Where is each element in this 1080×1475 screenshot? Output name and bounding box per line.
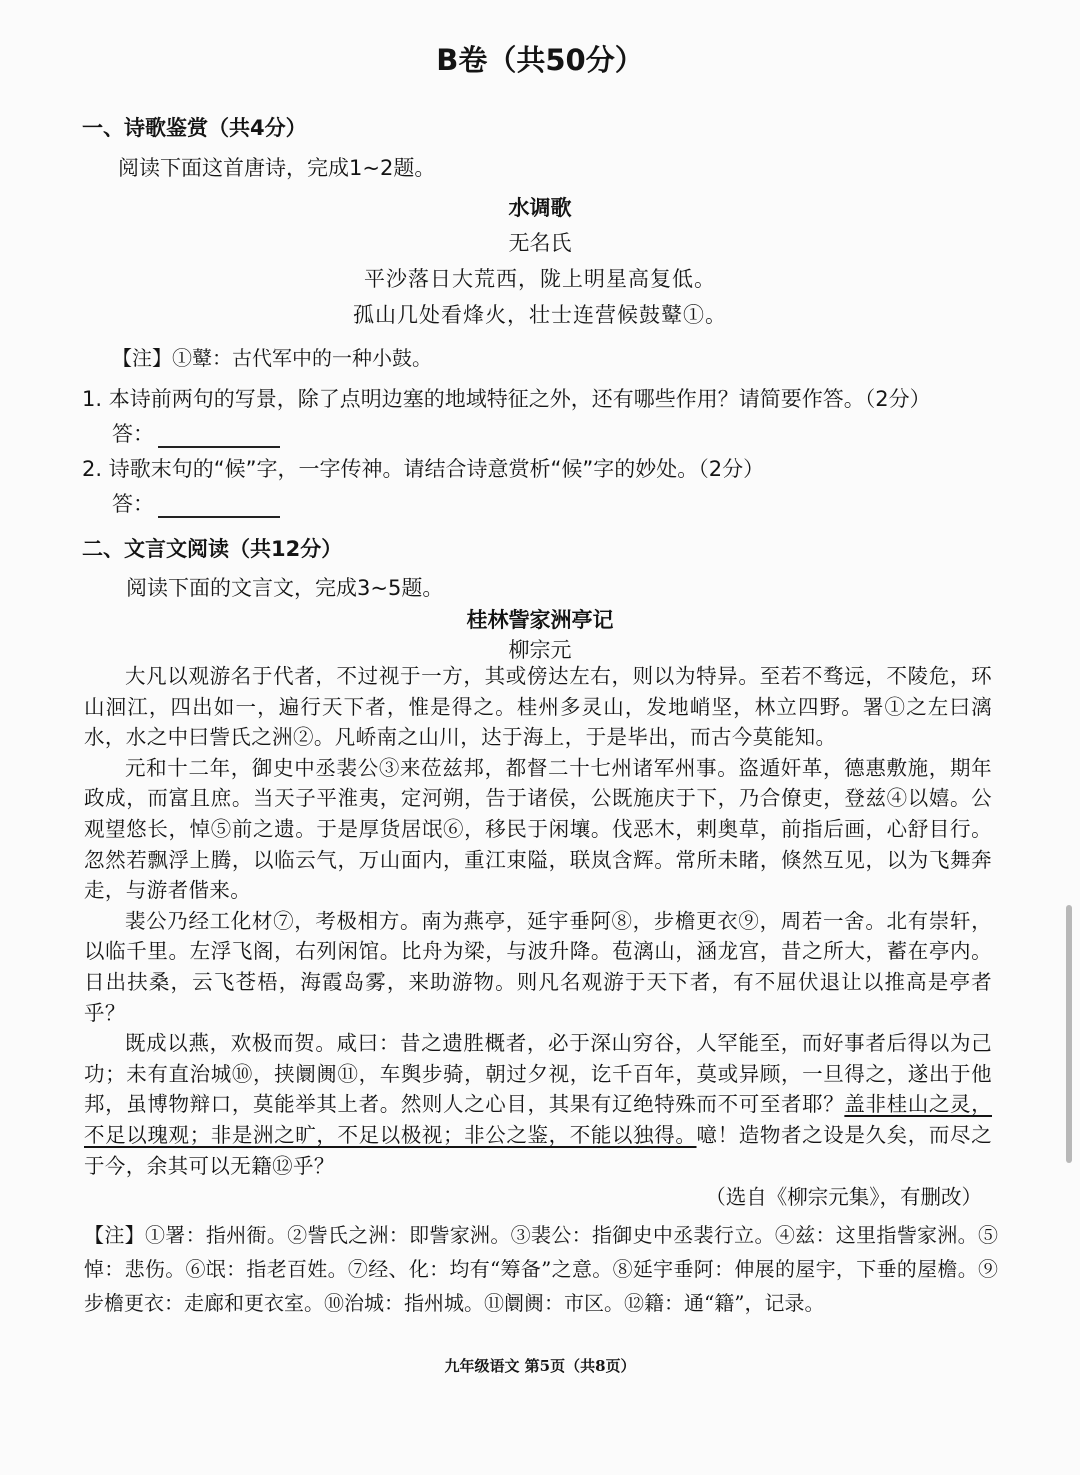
essay-body bbox=[84, 661, 992, 1181]
classical-instruction: 阅读下面的文言文，完成3~5题。 bbox=[126, 576, 444, 600]
essay-paragraph-4 bbox=[84, 1028, 992, 1181]
poem-author: 无名氏 bbox=[508, 231, 572, 255]
essay-paragraph-3: 裴公乃经工化材⑦，考极相方。南为燕亭，延宇垂阿⑧，步檐更衣⑨，周若一舍。北有崇轩，以临千里。左浮飞阁，右列闲馆。比舟为梁，与波升降。苞漓山，涵龙宫，昔之所大，蓄在亭内。日出扶桑，云飞苍梧，海霞岛雾，来助游物。则凡名观游于天下者，有不屈伏退让以推高是亭者乎？ bbox=[84, 908, 992, 1025]
page-footer: 九年级语文 第5页（共8页） bbox=[444, 1357, 636, 1375]
poem-title: 水调歌 bbox=[508, 196, 572, 220]
poem-note: 【注】①鼙：古代军中的一种小鼓。 bbox=[112, 346, 432, 370]
answer-line-2 bbox=[112, 488, 280, 518]
poem-line-1: 平沙落日大荒西，陇上明星高复低。 bbox=[364, 267, 716, 291]
essay-source: （选自《柳宗元集》，有删改） bbox=[705, 1185, 982, 1209]
section-heading-poetry: 一、诗歌鉴赏（共4分） bbox=[82, 116, 307, 140]
essay-notes: 【注】①署：指州衙。②訾氏之洲：即訾家洲。③裴公：指御史中丞裴行立。④兹：这里指訾家洲。⑤悼：悲伤。⑥氓：指老百姓。⑦经、化：均有“筹备”之意。⑧延宇垂阿：伸展的屋宇，下垂的屋檐。⑨步檐更衣：走廊和更衣室。⑩治城：指州城。⑪阛阓：市区。⑫籍：通“籍”，记录。 bbox=[84, 1223, 998, 1315]
section-heading-classical: 二、文言文阅读（共12分） bbox=[82, 537, 343, 561]
essay-p4-text-b: 噫！造物者之设是久矣，而尽之于今，余其可以无籍⑫乎？ bbox=[84, 1122, 992, 1178]
question-1: 1. 本诗前两句的写景，除了点明边塞的地域特征之外，还有哪些作用？请简要作答。（2分） bbox=[82, 387, 931, 411]
answer-label-1: 答： bbox=[112, 422, 154, 446]
essay-author: 柳宗元 bbox=[508, 638, 572, 662]
essay-paragraph-2: 元和十二年，御史中丞裴公③来莅兹邦，都督二十七州诸军州事。盗遁奸革，德惠敷施，期年政成，而富且庶。当天子平淮夷，定河朔，告于诸侯，公既施庆于下，乃合僚吏，登兹④以嬉。公观望悠长，悼⑤前之遗。于是厚货居氓⑥，移民于闲壤。伐恶木，剌奥草，前指后画，心舒目行。忽然若飘浮上腾，以临云气，万山面内，重江束隘，联岚含辉。常所未睹，倏然互见，以为飞舞奔走，与游者偕来。 bbox=[84, 755, 992, 903]
essay-paragraph-1: 大凡以观游名于代者，不过视于一方，其或傍达左右，则以为特异。至若不骛远，不陵危，环山洄江，四出如一，遍行天下者，惟是得之。桂州多灵山，发地峭坚，林立四野。署①之左曰漓水，水之中曰訾氏之洲②。凡峤南之山川，达于海上，于是毕出，而古今莫能知。 bbox=[84, 664, 992, 750]
answer-line-1 bbox=[112, 418, 280, 448]
underlined-sentence: 盖非桂山之灵，不足以瑰观；非是洲之旷，不足以极视；非公之鉴，不能以独得。 bbox=[84, 1092, 992, 1147]
answer-blank-2[interactable] bbox=[158, 498, 280, 518]
answer-label-2: 答： bbox=[112, 492, 154, 516]
poem-line-2: 孤山几处看烽火，壮士连营候鼓鼙①。 bbox=[353, 303, 727, 327]
question-2: 2. 诗歌末句的“候”字，一字传神。请结合诗意赏析“候”字的妙处。（2分） bbox=[82, 457, 765, 481]
poetry-instruction: 阅读下面这首唐诗，完成1~2题。 bbox=[118, 156, 436, 180]
answer-blank-1[interactable] bbox=[158, 428, 280, 448]
essay-title: 桂林訾家洲亭记 bbox=[466, 608, 614, 632]
essay-p4-text-a: 既成以燕，欢极而贺。咸曰：昔之遗胜概者，必于深山穷谷，人罕能至，而好事者后得以为己功；未有直治城⑩，挟阛阓⑪，车舆步骑，朝过夕视，讫千百年，莫或异顾，一旦得之，遂出于他邦，虽博物辩口，莫能举其上者。然则人之心目，其果有辽绝特殊而不可至者耶？ bbox=[84, 1031, 992, 1117]
page-title: B卷（共50分） bbox=[436, 43, 644, 77]
scrollbar-thumb[interactable] bbox=[1066, 905, 1072, 1163]
